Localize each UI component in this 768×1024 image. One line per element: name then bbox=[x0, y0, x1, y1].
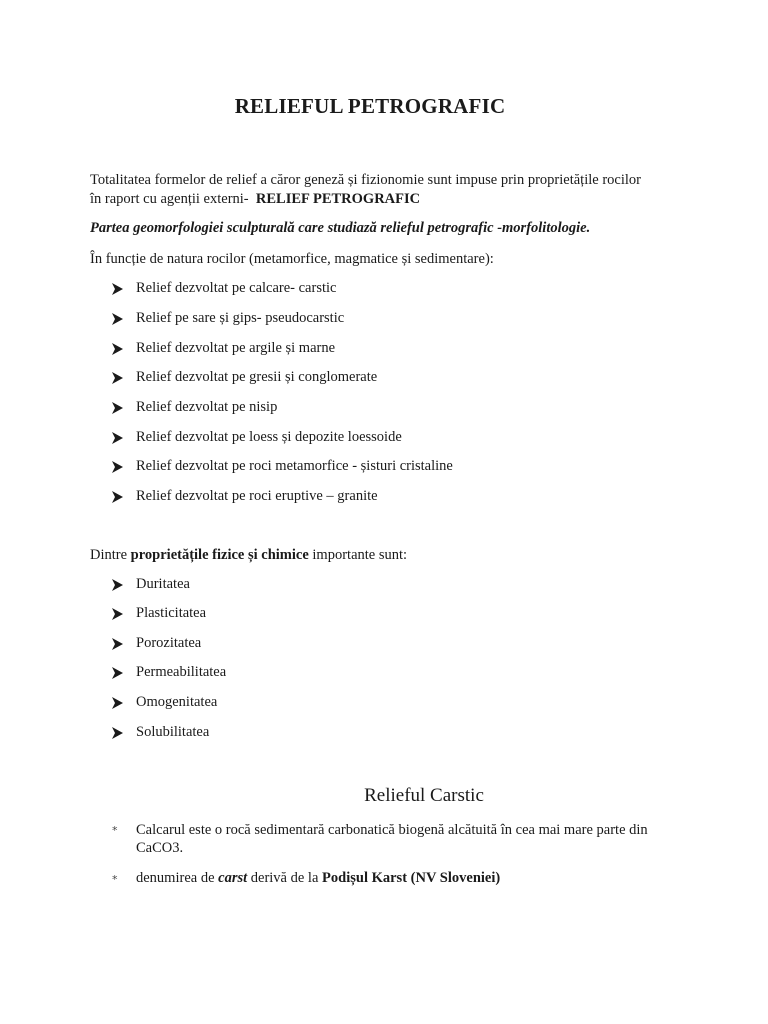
props-intro-bold: proprietățile fizice și chimice bbox=[130, 547, 309, 563]
list-item bbox=[112, 310, 344, 327]
arrowhead-bullet-icon bbox=[112, 727, 136, 739]
list-item bbox=[112, 429, 402, 446]
definition-line: Partea geomorfologiei sculpturală care studiază relieful petrografic -morfolitologie. bbox=[90, 220, 591, 236]
list-item bbox=[112, 488, 378, 505]
list-item bbox=[112, 458, 453, 475]
list-item bbox=[112, 635, 201, 652]
props-intro-prefix: Dintre bbox=[90, 547, 128, 563]
karst-item-2-mid: derivă de la bbox=[250, 870, 319, 886]
intro-line-2 bbox=[90, 191, 420, 208]
props-intro-suffix: importante sunt: bbox=[312, 547, 408, 563]
list-item-text: Relief dezvoltat pe nisip bbox=[136, 399, 278, 415]
list-item-text: Relief dezvoltat pe calcare- carstic bbox=[136, 280, 337, 296]
asterisk-bullet-icon: * bbox=[112, 824, 118, 837]
arrowhead-bullet-icon bbox=[112, 343, 136, 355]
list-item bbox=[112, 280, 336, 297]
list-item-text: Porozitatea bbox=[136, 635, 202, 651]
arrowhead-bullet-icon bbox=[112, 283, 136, 295]
list-item-text: Relief dezvoltat pe gresii și conglomerate bbox=[136, 369, 378, 385]
karst-item-2 bbox=[136, 870, 500, 887]
list-item bbox=[112, 664, 226, 681]
arrowhead-bullet-icon bbox=[112, 579, 136, 591]
karst-item-2-prefix: denumirea de bbox=[136, 870, 215, 886]
karst-item-2-italic: carst bbox=[218, 870, 248, 886]
list-item-text: Solubilitatea bbox=[136, 724, 210, 740]
list-item bbox=[112, 340, 335, 357]
page-title: RELIEFUL PETROGRAFIC bbox=[234, 94, 506, 118]
list-item bbox=[112, 369, 377, 386]
arrowhead-bullet-icon bbox=[112, 313, 136, 325]
section-title: Relieful Carstic bbox=[364, 785, 484, 806]
intro-line-2-bold: RELIEF PETROGRAFIC bbox=[255, 191, 421, 207]
list-item-text: Permeabilitatea bbox=[136, 664, 227, 680]
list-item-text: Relief dezvoltat pe roci eruptive – granite bbox=[136, 488, 378, 504]
arrowhead-bullet-icon bbox=[112, 432, 136, 444]
arrowhead-bullet-icon bbox=[112, 608, 136, 620]
list-item-text: Relief dezvoltat pe loess și depozite loessoide bbox=[136, 429, 402, 445]
list-item bbox=[112, 605, 206, 622]
list-item-text: Omogenitatea bbox=[136, 694, 218, 710]
list-item-text: Plasticitatea bbox=[136, 605, 207, 621]
list-item-text: Relief dezvoltat pe roci metamorfice - șisturi cristaline bbox=[136, 458, 453, 474]
arrowhead-bullet-icon bbox=[112, 491, 136, 503]
list-item bbox=[112, 694, 217, 711]
rock-intro: În funcție de natura rocilor (metamorfice, magmatice și sedimentare): bbox=[90, 251, 494, 267]
intro-line-2-text: în raport cu agenții externi- bbox=[90, 191, 249, 207]
list-item-text: Relief dezvoltat pe argile și marne bbox=[136, 340, 336, 356]
arrowhead-bullet-icon bbox=[112, 461, 136, 473]
list-item bbox=[112, 724, 209, 741]
list-item-text: Relief pe sare și gips- pseudocarstic bbox=[136, 310, 345, 326]
arrowhead-bullet-icon bbox=[112, 372, 136, 384]
arrowhead-bullet-icon bbox=[112, 638, 136, 650]
asterisk-bullet-icon: * bbox=[112, 873, 118, 886]
list-item-text: Duritatea bbox=[136, 576, 190, 592]
arrowhead-bullet-icon bbox=[112, 667, 136, 679]
karst-item-2-bold: Podișul Karst (NV Sloveniei) bbox=[322, 870, 501, 886]
props-intro bbox=[90, 547, 407, 564]
arrowhead-bullet-icon bbox=[112, 697, 136, 709]
arrowhead-bullet-icon bbox=[112, 402, 136, 414]
list-item bbox=[112, 576, 190, 593]
karst-item-1: Calcarul este o rocă sedimentară carbonatică biogenă alcătuită în cea mai mare parte din CaCO3. bbox=[136, 822, 648, 856]
list-item bbox=[112, 399, 277, 416]
intro-line-1: Totalitatea formelor de relief a căror geneză și fizionomie sunt impuse prin proprietățile rocilor bbox=[90, 172, 641, 188]
